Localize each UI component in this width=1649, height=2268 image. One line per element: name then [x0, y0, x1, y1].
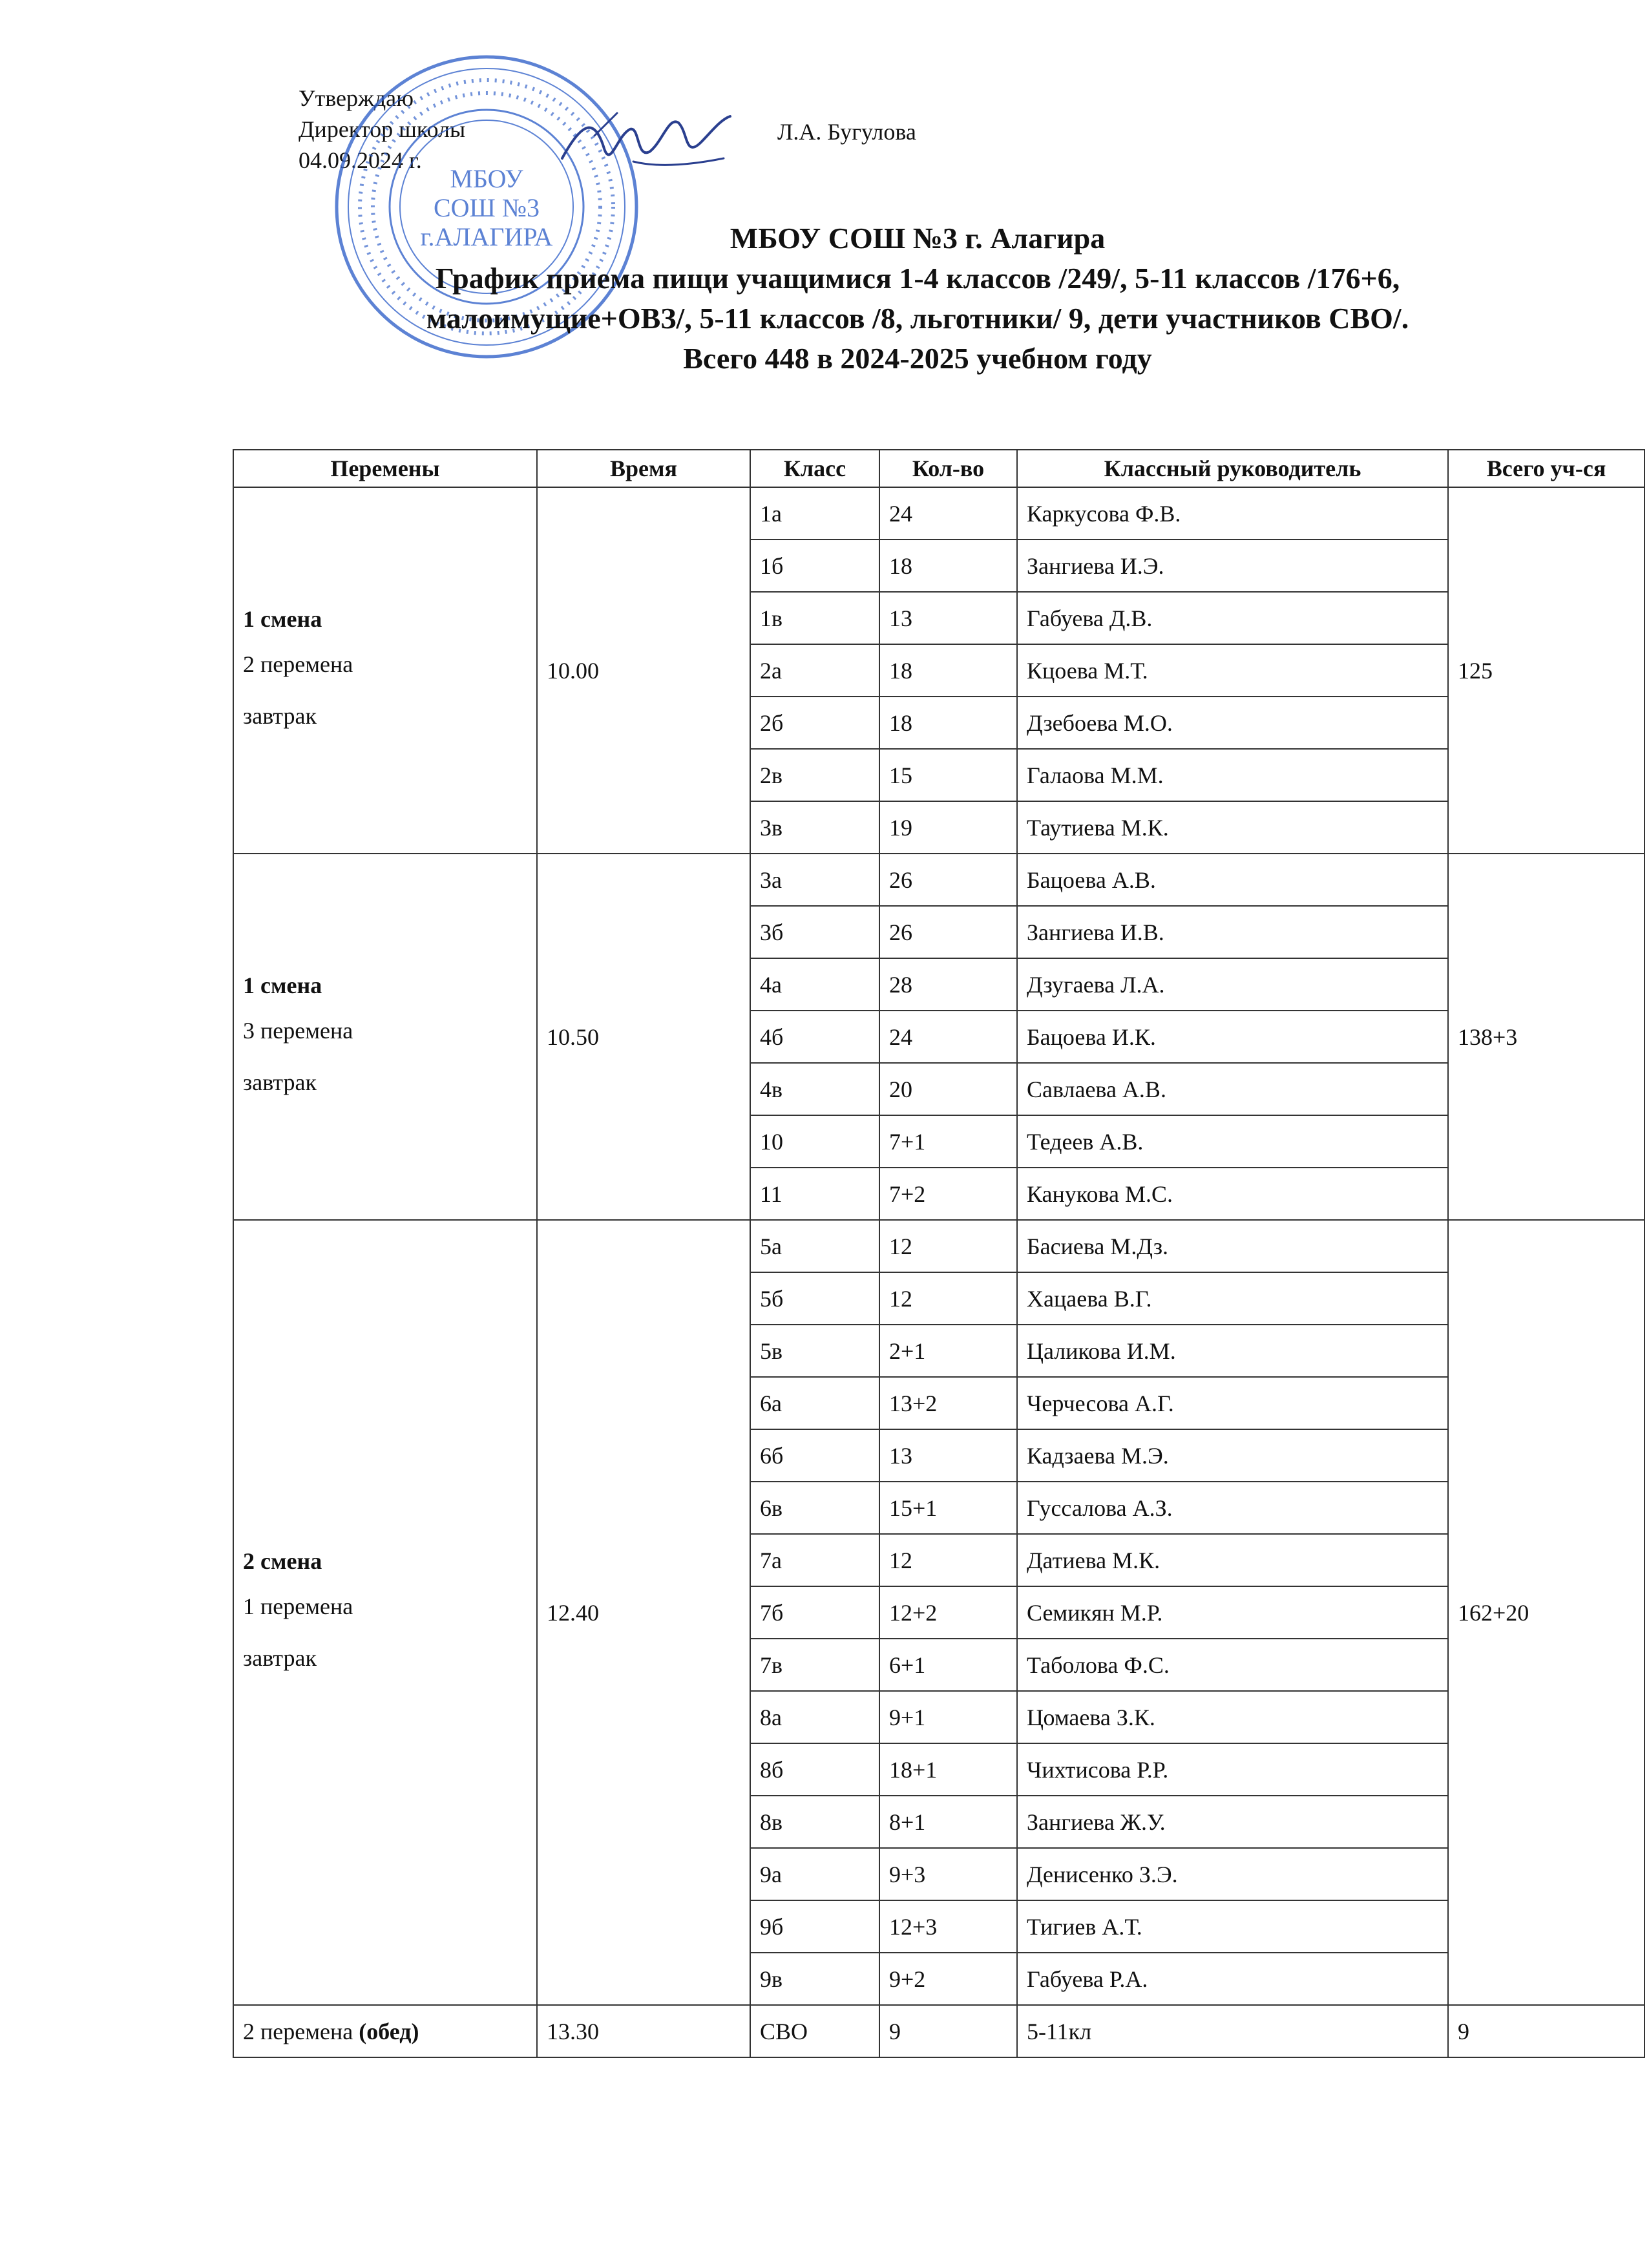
count-cell: 2+1: [879, 1325, 1017, 1377]
header-class: Класс: [750, 450, 879, 487]
teacher-cell: Дзебоева М.О.: [1017, 697, 1448, 749]
approval-label: Утверждаю: [299, 85, 414, 111]
table-body: [233, 487, 1644, 2057]
class-cell: 2в: [750, 749, 879, 801]
class-cell: 6а: [750, 1377, 879, 1429]
count-cell: 9+3: [879, 1848, 1017, 1900]
teacher-cell: Савлаева А.В.: [1017, 1063, 1448, 1115]
document-title: [194, 218, 1641, 379]
count-cell: 18: [879, 697, 1017, 749]
class-cell: 1а: [750, 487, 879, 540]
class-cell: 5а: [750, 1220, 879, 1272]
class-cell: 5б: [750, 1272, 879, 1325]
approval-position: Директор школы: [299, 116, 466, 142]
meal-label: завтрак: [243, 1644, 317, 1671]
table-row: [233, 854, 1644, 906]
teacher-cell: Зангиева И.Э.: [1017, 540, 1448, 592]
total-cell: 9: [1448, 2005, 1644, 2057]
header-teacher: Классный руководитель: [1017, 450, 1448, 487]
meal-label: завтрак: [243, 1069, 317, 1095]
teacher-cell: Тигиев А.Т.: [1017, 1900, 1448, 1953]
class-cell: 2б: [750, 697, 879, 749]
class-cell: 8в: [750, 1796, 879, 1848]
teacher-cell: Габуева Р.А.: [1017, 1953, 1448, 2005]
teacher-cell: Каркусова Ф.В.: [1017, 487, 1448, 540]
header-count: Кол-во: [879, 450, 1017, 487]
class-cell: 4б: [750, 1011, 879, 1063]
total-cell: 138+3: [1448, 854, 1644, 1220]
teacher-cell: Бацоева А.В.: [1017, 854, 1448, 906]
class-cell: 9б: [750, 1900, 879, 1953]
class-cell: 3в: [750, 801, 879, 854]
approval-date: 04.09.2024 г.: [299, 147, 422, 173]
table-row: [233, 1220, 1644, 1272]
teacher-cell: Черчесова А.Г.: [1017, 1377, 1448, 1429]
count-cell: 24: [879, 487, 1017, 540]
teacher-cell: Датиева М.К.: [1017, 1534, 1448, 1586]
count-cell: 26: [879, 854, 1017, 906]
class-cell: 8б: [750, 1743, 879, 1796]
break-info-cell: [233, 2005, 537, 2057]
count-cell: 12: [879, 1534, 1017, 1586]
class-cell: 5в: [750, 1325, 879, 1377]
count-cell: 8+1: [879, 1796, 1017, 1848]
class-cell: 7б: [750, 1586, 879, 1639]
count-cell: 18+1: [879, 1743, 1017, 1796]
break-info-cell: [233, 854, 537, 1220]
count-cell: 28: [879, 958, 1017, 1011]
teacher-cell: Бацоева И.К.: [1017, 1011, 1448, 1063]
teacher-cell: Басиева М.Дз.: [1017, 1220, 1448, 1272]
table-row-lunch: [233, 2005, 1644, 2057]
count-cell: 12+3: [879, 1900, 1017, 1953]
count-cell: 24: [879, 1011, 1017, 1063]
teacher-cell: Чихтисова Р.Р.: [1017, 1743, 1448, 1796]
class-cell: СВО: [750, 2005, 879, 2057]
time-cell: 12.40: [537, 1220, 750, 2005]
time-cell: 13.30: [537, 2005, 750, 2057]
director-signature: [556, 97, 737, 181]
class-cell: 7а: [750, 1534, 879, 1586]
teacher-cell: Кадзаева М.Э.: [1017, 1429, 1448, 1482]
class-cell: 10: [750, 1115, 879, 1168]
title-total: Всего 448 в 2024-2025 учебном году: [683, 342, 1152, 375]
teacher-cell: Дзугаева Л.А.: [1017, 958, 1448, 1011]
class-cell: 6в: [750, 1482, 879, 1534]
title-schedule: График приема пищи учащимися 1-4 классов /249/, 5-11 классов /176+6,: [435, 262, 1400, 295]
table-header-row: [233, 450, 1644, 487]
teacher-cell: 5-11кл: [1017, 2005, 1448, 2057]
break-label: 2 перемена: [243, 651, 353, 677]
teacher-cell: Цаликова И.М.: [1017, 1325, 1448, 1377]
teacher-cell: Семикян М.Р.: [1017, 1586, 1448, 1639]
teacher-cell: Таутиева М.К.: [1017, 801, 1448, 854]
break-info-cell: [233, 1220, 537, 2005]
teacher-cell: Хацаева В.Г.: [1017, 1272, 1448, 1325]
teacher-cell: Канукова М.С.: [1017, 1168, 1448, 1220]
count-cell: 7+2: [879, 1168, 1017, 1220]
time-cell: 10.00: [537, 487, 750, 854]
svg-text:СОШ №3: СОШ №3: [433, 193, 540, 222]
meal-label: завтрак: [243, 702, 317, 729]
count-cell: 18: [879, 540, 1017, 592]
shift-label: 1 смена: [243, 605, 322, 632]
count-cell: 20: [879, 1063, 1017, 1115]
class-cell: 11: [750, 1168, 879, 1220]
count-cell: 19: [879, 801, 1017, 854]
count-cell: 7+1: [879, 1115, 1017, 1168]
header-breaks: Перемены: [233, 450, 537, 487]
shift-label: 2 смена: [243, 1548, 322, 1574]
meal-label: (обед): [359, 2018, 419, 2044]
title-school: МБОУ СОШ №3 г. Алагира: [730, 222, 1106, 255]
teacher-cell: Цомаева З.К.: [1017, 1691, 1448, 1743]
class-cell: 9а: [750, 1848, 879, 1900]
count-cell: 13+2: [879, 1377, 1017, 1429]
class-cell: 4а: [750, 958, 879, 1011]
count-cell: 12+2: [879, 1586, 1017, 1639]
class-cell: 6б: [750, 1429, 879, 1482]
teacher-cell: Таболова Ф.С.: [1017, 1639, 1448, 1691]
time-cell: 10.50: [537, 854, 750, 1220]
count-cell: 15+1: [879, 1482, 1017, 1534]
director-name: Л.А. Бугулова: [777, 119, 916, 145]
count-cell: 15: [879, 749, 1017, 801]
teacher-cell: Кцоева М.Т.: [1017, 644, 1448, 697]
class-cell: 4в: [750, 1063, 879, 1115]
table-row: [233, 487, 1644, 540]
count-cell: 13: [879, 1429, 1017, 1482]
header-time: Время: [537, 450, 750, 487]
count-cell: 9+2: [879, 1953, 1017, 2005]
count-cell: 6+1: [879, 1639, 1017, 1691]
count-cell: 9+1: [879, 1691, 1017, 1743]
class-cell: 3а: [750, 854, 879, 906]
count-cell: 13: [879, 592, 1017, 644]
class-cell: 1в: [750, 592, 879, 644]
total-cell: 125: [1448, 487, 1644, 854]
break-label: 1 перемена: [243, 1593, 353, 1619]
shift-label: 1 смена: [243, 972, 322, 998]
break-label: 2 перемена: [243, 2018, 359, 2044]
class-cell: 1б: [750, 540, 879, 592]
svg-text:г.АЛАГИРА: г.АЛАГИРА: [420, 222, 553, 251]
teacher-cell: Галаова М.М.: [1017, 749, 1448, 801]
break-info-cell: [233, 487, 537, 854]
teacher-cell: Гуссалова А.З.: [1017, 1482, 1448, 1534]
class-cell: 9в: [750, 1953, 879, 2005]
teacher-cell: Зангиева Ж.У.: [1017, 1796, 1448, 1848]
meal-schedule-table: [233, 449, 1645, 2058]
break-label: 3 перемена: [243, 1017, 353, 1044]
header-total: Всего уч-ся: [1448, 450, 1644, 487]
title-schedule-cont: малоимущие+ОВЗ/, 5-11 классов /8, льготники/ 9, дети участников СВО/.: [426, 302, 1409, 335]
count-cell: 26: [879, 906, 1017, 958]
class-cell: 8а: [750, 1691, 879, 1743]
svg-text:МБОУ: МБОУ: [450, 164, 523, 193]
total-cell: 162+20: [1448, 1220, 1644, 2005]
teacher-cell: Габуева Д.В.: [1017, 592, 1448, 644]
teacher-cell: Тедеев А.В.: [1017, 1115, 1448, 1168]
count-cell: 12: [879, 1220, 1017, 1272]
class-cell: 7в: [750, 1639, 879, 1691]
count-cell: 18: [879, 644, 1017, 697]
class-cell: 3б: [750, 906, 879, 958]
teacher-cell: Денисенко З.Э.: [1017, 1848, 1448, 1900]
teacher-cell: Зангиева И.В.: [1017, 906, 1448, 958]
class-cell: 2а: [750, 644, 879, 697]
count-cell: 9: [879, 2005, 1017, 2057]
count-cell: 12: [879, 1272, 1017, 1325]
